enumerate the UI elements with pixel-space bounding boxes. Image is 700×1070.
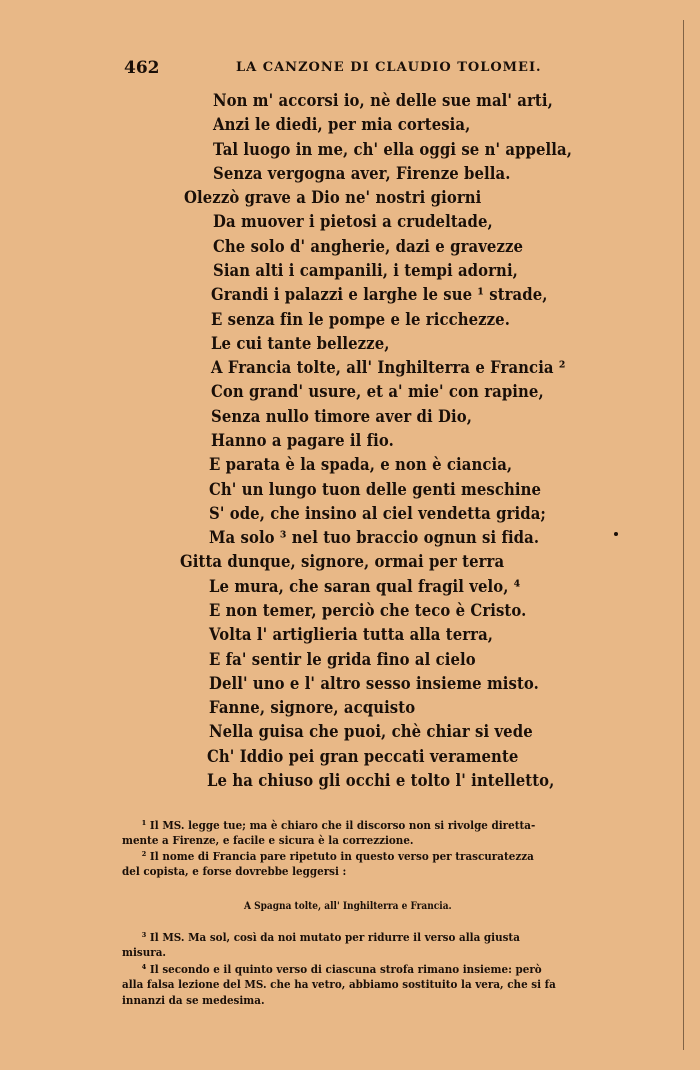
footnote-line: ¹ Il MS. legge tue; ma è chiaro che il discorso non si rivolge diretta- [141,818,536,832]
footnote-line: ⁴ Il secondo e il quinto verso di ciascuna strofa rimano insieme: però [141,962,542,976]
verse-line: Le ha chiuso gli occhi e tolto l' intelletto, [207,771,555,790]
verse-line: E parata è la spada, e non è ciancia, [209,455,513,474]
footnote-quote: A Spagna tolte, all' Inghilterra e Francia. [244,901,452,912]
verse-line: Fanne, signore, acquisto [209,698,416,717]
verse-line: Dell' uno e l' altro sesso insieme misto. [209,674,539,693]
verse-line: S' ode, che insino al ciel vendetta grida; [209,504,546,523]
ink-speck [614,532,618,536]
verse-line: A Francia tolte, all' Inghilterra e Francia ² [211,358,566,377]
footnote-line: misura. [122,945,167,959]
verse-line: Nella guisa che puoi, chè chiar si vede [209,722,533,741]
running-title: LA CANZONE DI CLAUDIO TOLOMEI. [236,60,542,75]
verse-line: Non m' accorsi io, nè delle sue mal' arti, [213,91,553,110]
verse-line: Che solo d' angherie, dazi e gravezze [213,237,524,256]
verse-line: Le mura, che saran qual fragil velo, ⁴ [209,577,521,596]
verse-line: Ma solo ³ nel tuo braccio ognun si fida. [209,528,540,547]
verse-line: E fa' sentir le grida fino al cielo [209,650,476,669]
footnote-line: del copista, e forse dovrebbe leggersi : [122,864,347,878]
verse-line: Sian alti i campanili, i tempi adorni, [213,261,518,280]
page-edge-line [683,20,684,1050]
verse-line: E non temer, perciò che teco è Cristo. [209,601,527,620]
verse-line: Gitta dunque, signore, ormai per terra [180,552,505,571]
verse-line: Da muover i pietosi a crudeltade, [213,212,493,231]
page-number: 462 [124,58,160,78]
verse-line: Le cui tante bellezze, [211,334,390,353]
verse-line: Senza vergogna aver, Firenze bella. [213,164,511,183]
footnote-line: ² Il nome di Francia pare ripetuto in questo verso per trascuratezza [141,849,534,863]
verse-line: Con grand' usure, et a' mie' con rapine, [211,382,544,401]
verse-line: Tal luogo in me, ch' ella oggi se n' appella, [213,140,572,159]
page-header [124,58,544,78]
verse-line: Senza nullo timore aver di Dio, [211,407,472,426]
verse-line: Hanno a pagare il fio. [211,431,394,450]
footnote-line: mente a Firenze, e facile e sicura è la correzzione. [122,833,414,847]
verse-line: Olezzò grave a Dio ne' nostri giorni [184,188,482,207]
footnote-line: ³ Il MS. Ma sol, così da noi mutato per ridurre il verso alla giusta [141,930,520,944]
verse-line: Volta l' artiglieria tutta alla terra, [209,625,494,644]
verse-line: E senza fin le pompe e le ricchezze. [211,310,510,329]
verse-line: Grandi i palazzi e larghe le sue ¹ strade, [211,285,548,304]
verse-line: Ch' Iddio pei gran peccati veramente [207,747,519,766]
verse-line: Ch' un lungo tuon delle genti meschine [209,480,542,499]
footnote-line: alla falsa lezione del MS. che ha vetro, abbiamo sostituito la vera, che si fa [122,977,556,991]
verse-line: Anzi le diedi, per mia cortesia, [213,115,471,134]
footnote-line: innanzi da se medesima. [122,993,265,1007]
